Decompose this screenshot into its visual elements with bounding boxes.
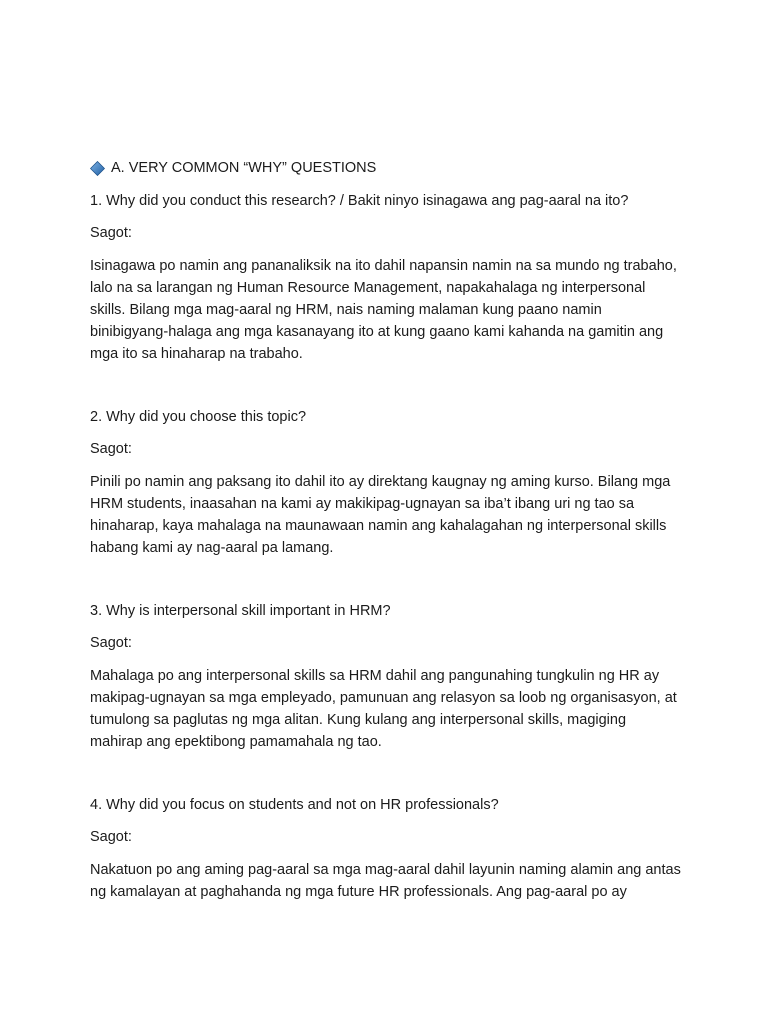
answer-line: habang kami ay nag-aaral pa lamang. bbox=[90, 540, 334, 556]
question-4: 4. Why did you focus on students and not on HR professionals? bbox=[90, 797, 499, 813]
answer-line: Nakatuon po ang aming pag-aaral sa mga mag-aaral dahil layunin naming alamin ang antas bbox=[90, 862, 681, 878]
qa-block-2 bbox=[90, 407, 690, 559]
answer-line: makipag-ugnayan sa mga empleyado, pamunuan ang relasyon sa loob ng organisasyon, at bbox=[90, 690, 677, 706]
answer-3 bbox=[90, 665, 690, 753]
answer-line: HRM students, inaasahan na kami ay makikipag-ugnayan sa iba’t ibang uri ng tao sa bbox=[90, 496, 635, 512]
answer-1 bbox=[90, 255, 690, 365]
answer-line: Isinagawa po namin ang pananaliksik na ito dahil napansin namin na sa mundo ng trabaho, bbox=[90, 258, 677, 274]
answer-line: tumulong sa paglutas ng mga alitan. Kung kulang ang interpersonal skills, magiging bbox=[90, 712, 627, 728]
blue-diamond-icon bbox=[90, 161, 105, 176]
answer-line: skills. Bilang mga mag-aaral ng HRM, nais naming malaman kung paano namin bbox=[90, 302, 602, 318]
answer-line: hinaharap, kaya mahalaga na maunawaan namin ang kahalagahan ng interpersonal skills bbox=[90, 518, 667, 534]
qa-block-3 bbox=[90, 601, 690, 753]
answer-2 bbox=[90, 471, 690, 559]
answer-line: ng kamalayan at paghahanda ng mga future HR professionals. Ang pag-aaral po ay bbox=[90, 884, 627, 900]
question-2: 2. Why did you choose this topic? bbox=[90, 409, 307, 425]
question-3: 3. Why is interpersonal skill important in HRM? bbox=[90, 603, 391, 619]
answer-line: mahirap ang epektibong pamamahala ng tao. bbox=[90, 734, 382, 750]
document-page bbox=[90, 158, 690, 945]
answer-label-1: Sagot: bbox=[90, 225, 132, 241]
answer-label-2: Sagot: bbox=[90, 441, 132, 457]
answer-label-4: Sagot: bbox=[90, 829, 132, 845]
question-1: 1. Why did you conduct this research? / Bakit ninyo isinagawa ang pag-aaral na ito? bbox=[90, 193, 629, 209]
answer-line: lalo na sa larangan ng Human Resource Management, napakahalaga ng interpersonal bbox=[90, 280, 646, 296]
answer-4 bbox=[90, 859, 690, 903]
qa-block-4 bbox=[90, 795, 690, 903]
section-heading-text: A. VERY COMMON “WHY” QUESTIONS bbox=[111, 160, 377, 176]
answer-line: Mahalaga po ang interpersonal skills sa HRM dahil ang pangunahing tungkulin ng HR ay bbox=[90, 668, 660, 684]
answer-line: binibigyang-halaga ang mga kasanayang ito at kung gaano kami kahanda na gamitin ang bbox=[90, 324, 664, 340]
qa-block-1 bbox=[90, 191, 690, 365]
answer-label-3: Sagot: bbox=[90, 635, 132, 651]
section-heading bbox=[90, 158, 690, 179]
answer-line: Pinili po namin ang paksang ito dahil ito ay direktang kaugnay ng aming kurso. Bilang mga bbox=[90, 474, 671, 490]
answer-line: mga ito sa hinaharap na trabaho. bbox=[90, 346, 303, 362]
